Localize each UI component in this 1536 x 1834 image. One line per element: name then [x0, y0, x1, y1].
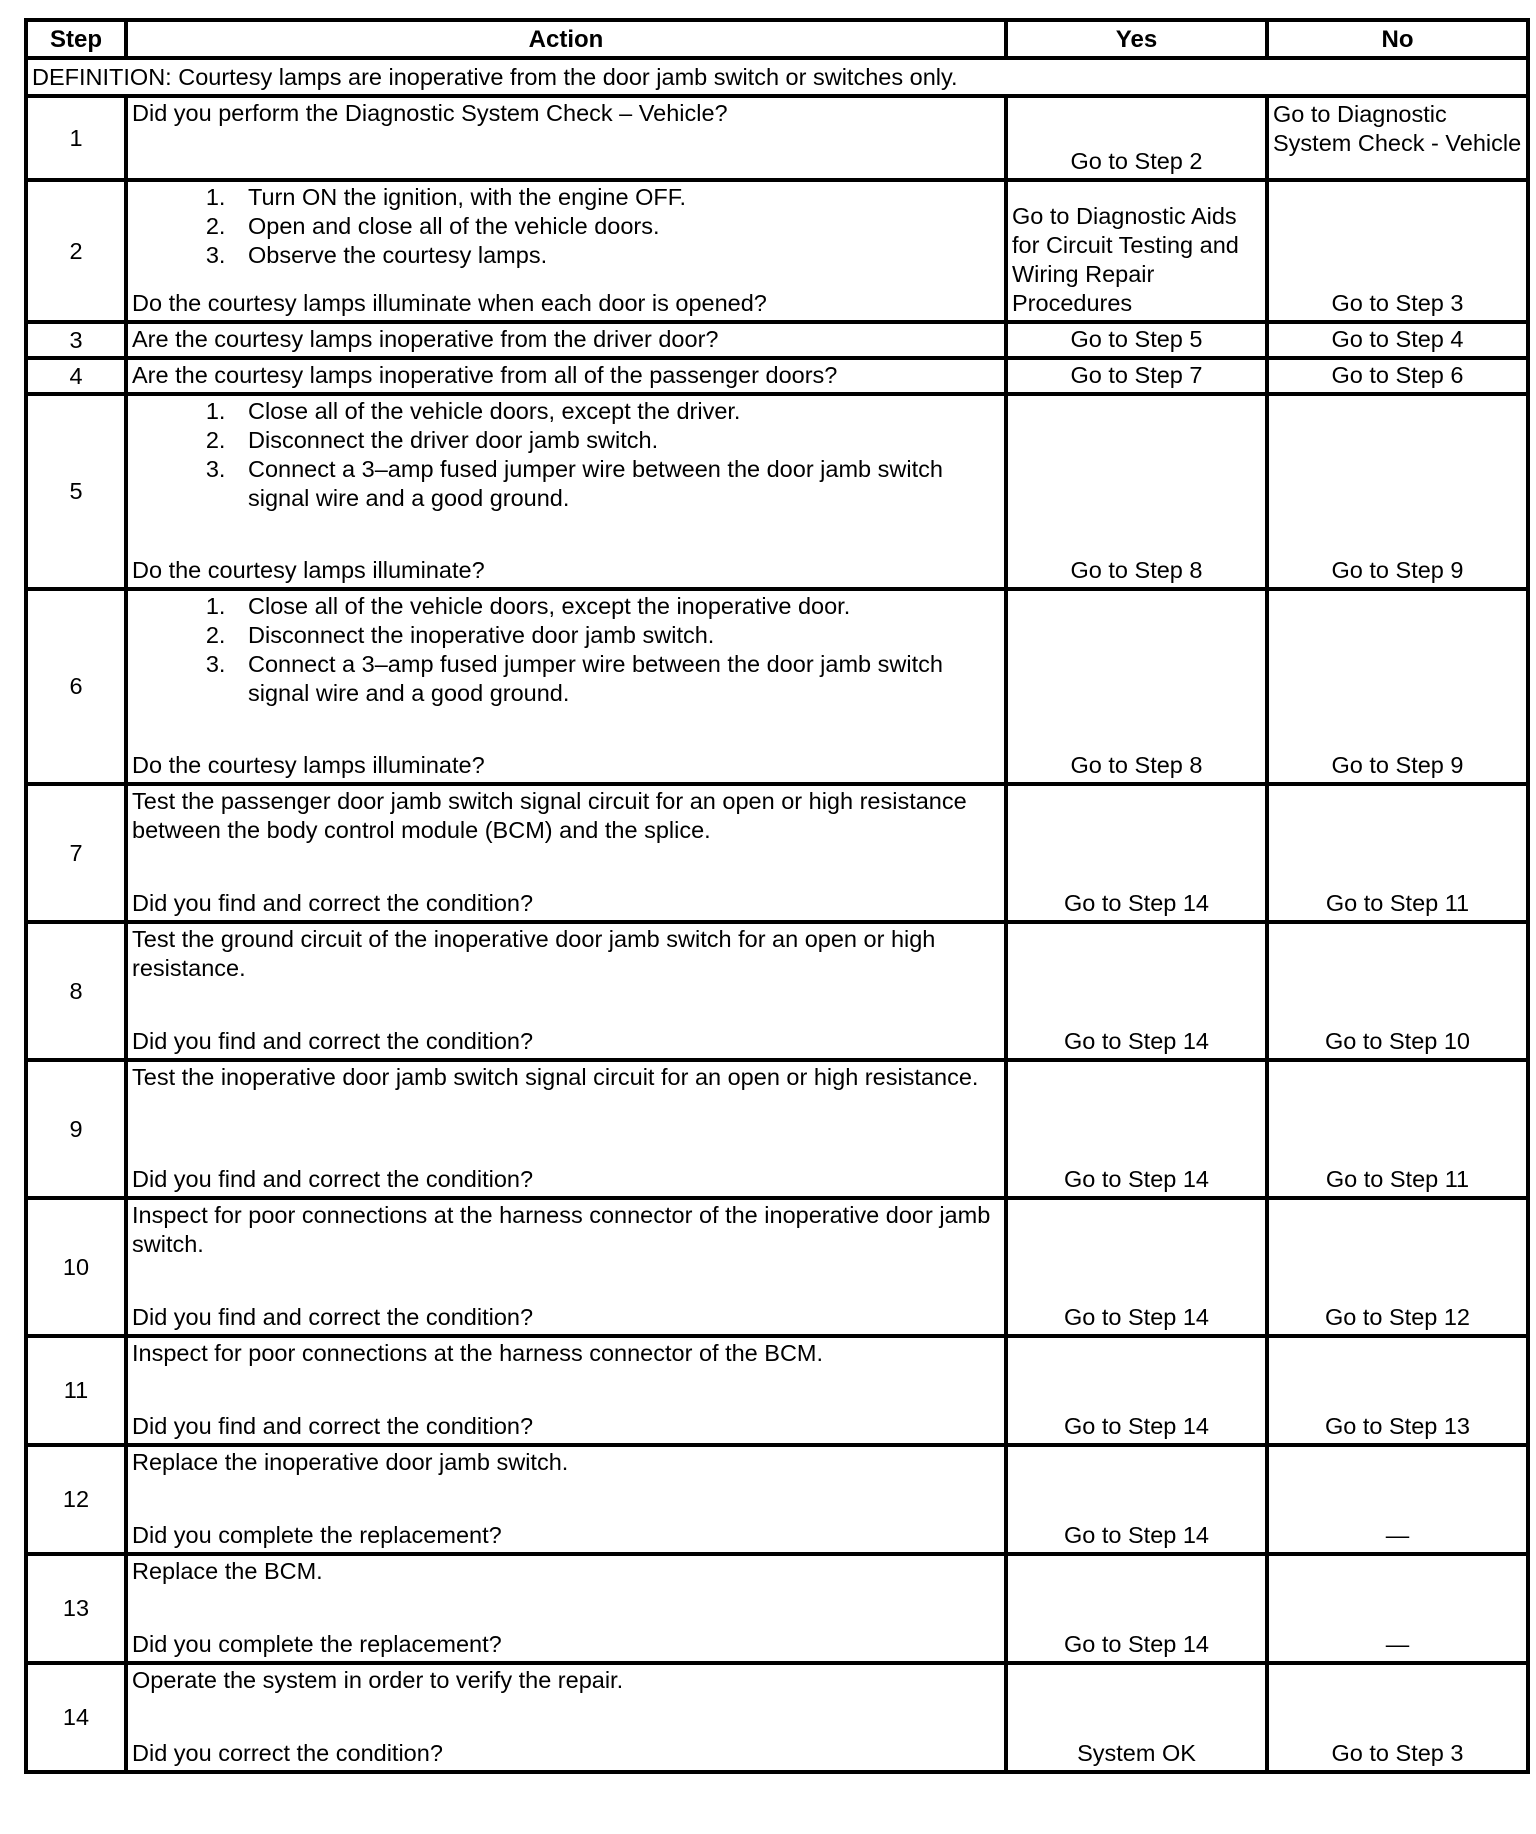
action-question: Do the courtesy lamps illuminate?: [132, 557, 485, 583]
yes-cell: Go to Step 5: [1006, 322, 1267, 358]
yes-cell: Go to Step 14: [1006, 922, 1267, 1060]
action-question: Do the courtesy lamps illuminate when each door is opened?: [132, 290, 767, 316]
header-action: Action: [126, 20, 1006, 58]
action-cell: [126, 589, 1006, 784]
table-row: [26, 180, 1528, 322]
action-text: Test the inoperative door jamb switch signal circuit for an open or high resistance.: [132, 1064, 979, 1090]
action-question: Did you find and correct the condition?: [132, 1304, 534, 1330]
action-cell: [126, 1663, 1006, 1772]
step-number: 5: [26, 394, 126, 589]
table-row: [26, 1554, 1528, 1663]
action-cell: [126, 180, 1006, 322]
no-cell: Go to Step 3: [1267, 1663, 1528, 1772]
yes-cell: Go to Diagnostic Aids for Circuit Testing and Wiring Repair Procedures: [1006, 180, 1267, 322]
list-item: 1. Close all of the vehicle doors, except the driver.: [232, 397, 1000, 426]
diagnostic-table: [24, 18, 1530, 1774]
table-row: [26, 358, 1528, 394]
action-text: Did you perform the Diagnostic System Check – Vehicle?: [132, 100, 728, 126]
step-number: 14: [26, 1663, 126, 1772]
action-question: Do the courtesy lamps illuminate?: [132, 752, 485, 778]
yes-cell: Go to Step 14: [1006, 1336, 1267, 1445]
no-cell: Go to Step 9: [1267, 589, 1528, 784]
table-row: [26, 784, 1528, 922]
step-number: 4: [26, 358, 126, 394]
action-cell: [126, 1336, 1006, 1445]
definition-text: DEFINITION: Courtesy lamps are inoperative from the door jamb switch or switches only.: [26, 58, 1528, 96]
action-cell: [126, 96, 1006, 180]
step-number: 2: [26, 180, 126, 322]
no-cell: Go to Step 13: [1267, 1336, 1528, 1445]
no-cell: Go to Step 4: [1267, 322, 1528, 358]
action-question: Did you correct the condition?: [132, 1740, 443, 1766]
action-question: Did you find and correct the condition?: [132, 1166, 534, 1192]
action-text: Are the courtesy lamps inoperative from all of the passenger doors?: [126, 358, 1006, 394]
step-number: 9: [26, 1060, 126, 1198]
table-row: [26, 96, 1528, 180]
header-yes: Yes: [1006, 20, 1267, 58]
list-item: 3. Connect a 3–amp fused jumper wire between the door jamb switch signal wire and a good ground.: [232, 650, 1000, 708]
no-cell: Go to Step 6: [1267, 358, 1528, 394]
list-item: 1. Close all of the vehicle doors, except the inoperative door.: [232, 592, 1000, 621]
table-row: [26, 394, 1528, 589]
table-row: [26, 1663, 1528, 1772]
no-cell: Go to Step 3: [1267, 180, 1528, 322]
action-text: Replace the inoperative door jamb switch.: [132, 1449, 569, 1475]
action-question: Did you complete the replacement?: [132, 1522, 502, 1548]
no-cell: Go to Step 11: [1267, 784, 1528, 922]
step-number: 3: [26, 322, 126, 358]
list-item: 3. Connect a 3–amp fused jumper wire between the door jamb switch signal wire and a good ground.: [232, 455, 1000, 513]
no-cell: Go to Step 9: [1267, 394, 1528, 589]
action-list: [132, 397, 1000, 513]
action-text: Operate the system in order to verify the repair.: [132, 1667, 624, 1693]
table-row: [26, 1060, 1528, 1198]
header-row: [26, 20, 1528, 58]
yes-cell: Go to Step 2: [1006, 96, 1267, 180]
header-no: No: [1267, 20, 1528, 58]
yes-cell: Go to Step 8: [1006, 589, 1267, 784]
yes-cell: Go to Step 8: [1006, 394, 1267, 589]
table-row: [26, 589, 1528, 784]
no-cell: —: [1267, 1554, 1528, 1663]
yes-cell: Go to Step 14: [1006, 784, 1267, 922]
list-item: 2. Disconnect the driver door jamb switch.: [232, 426, 1000, 455]
table-row: [26, 322, 1528, 358]
yes-cell: System OK: [1006, 1663, 1267, 1772]
list-item: 3. Observe the courtesy lamps.: [232, 241, 1000, 270]
step-number: 10: [26, 1198, 126, 1336]
action-text: Test the ground circuit of the inoperative door jamb switch for an open or high resistance.: [132, 926, 936, 981]
action-cell: [126, 1060, 1006, 1198]
step-number: 12: [26, 1445, 126, 1554]
action-text: Inspect for poor connections at the harness connector of the BCM.: [132, 1340, 824, 1366]
action-cell: [126, 1554, 1006, 1663]
no-cell: Go to Step 12: [1267, 1198, 1528, 1336]
no-cell: Go to Diagnostic System Check - Vehicle: [1267, 96, 1528, 180]
action-cell: [126, 922, 1006, 1060]
action-list: [132, 183, 1000, 270]
step-number: 1: [26, 96, 126, 180]
yes-cell: Go to Step 14: [1006, 1060, 1267, 1198]
action-list: [132, 592, 1000, 708]
yes-cell: Go to Step 14: [1006, 1445, 1267, 1554]
no-cell: Go to Step 10: [1267, 922, 1528, 1060]
step-number: 6: [26, 589, 126, 784]
action-text: Test the passenger door jamb switch signal circuit for an open or high resistance between the body control module (BCM) and the splice.: [132, 788, 967, 843]
definition-row: [26, 58, 1528, 96]
action-question: Did you find and correct the condition?: [132, 890, 534, 916]
list-item: 2. Disconnect the inoperative door jamb switch.: [232, 621, 1000, 650]
table-row: [26, 1445, 1528, 1554]
yes-cell: Go to Step 7: [1006, 358, 1267, 394]
action-text: Are the courtesy lamps inoperative from the driver door?: [126, 322, 1006, 358]
header-step: Step: [26, 20, 126, 58]
list-item: 2. Open and close all of the vehicle doors.: [232, 212, 1000, 241]
step-number: 8: [26, 922, 126, 1060]
step-number: 13: [26, 1554, 126, 1663]
yes-cell: Go to Step 14: [1006, 1198, 1267, 1336]
action-text: Inspect for poor connections at the harness connector of the inoperative door jamb switch.: [132, 1202, 991, 1257]
table-row: [26, 1198, 1528, 1336]
action-question: Did you complete the replacement?: [132, 1631, 502, 1657]
no-cell: —: [1267, 1445, 1528, 1554]
action-cell: [126, 1198, 1006, 1336]
table-row: [26, 922, 1528, 1060]
list-item: 1. Turn ON the ignition, with the engine OFF.: [232, 183, 1000, 212]
action-question: Did you find and correct the condition?: [132, 1028, 534, 1054]
action-question: Did you find and correct the condition?: [132, 1413, 534, 1439]
action-cell: [126, 394, 1006, 589]
action-text: Replace the BCM.: [132, 1558, 323, 1584]
no-cell: Go to Step 11: [1267, 1060, 1528, 1198]
step-number: 11: [26, 1336, 126, 1445]
step-number: 7: [26, 784, 126, 922]
action-cell: [126, 784, 1006, 922]
table-row: [26, 1336, 1528, 1445]
yes-cell: Go to Step 14: [1006, 1554, 1267, 1663]
action-cell: [126, 1445, 1006, 1554]
